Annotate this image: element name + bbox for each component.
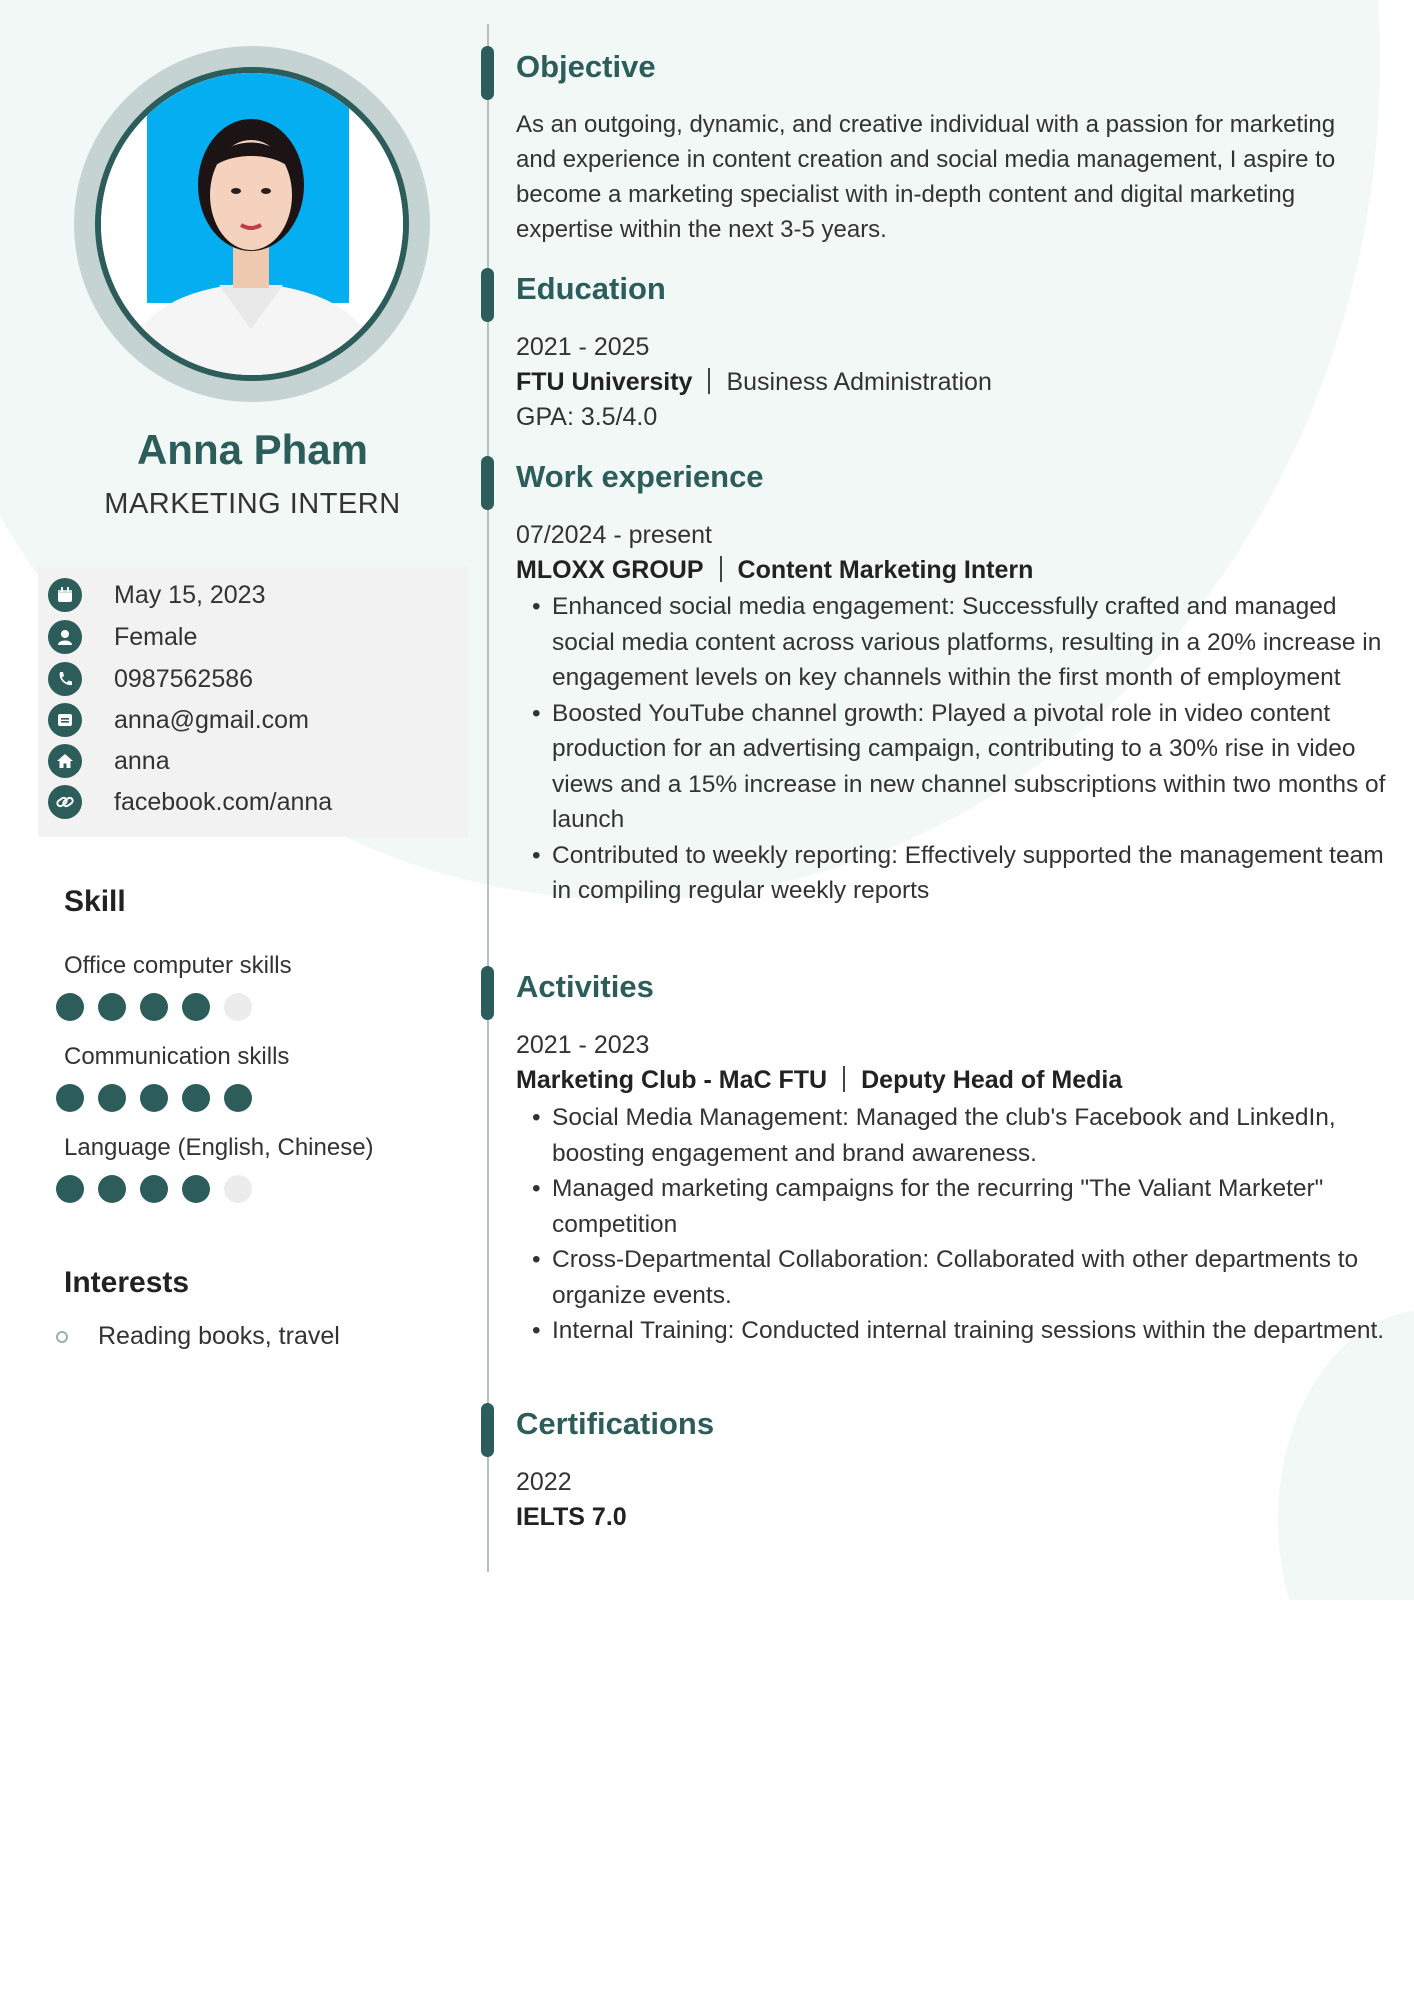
- certification-name: [516, 1503, 627, 1532]
- contact-email-text: anna@gmail.com: [114, 705, 309, 734]
- education-gpa: GPA: 3.5/4.0: [516, 403, 658, 431]
- profile-photo-frame: [74, 46, 430, 402]
- activities-period: 2021 - 2023: [516, 1031, 650, 1059]
- candidate-title: MARKETING INTERN: [104, 488, 401, 520]
- rating-dot-filled: [182, 1084, 210, 1112]
- contact-facebook[interactable]: [48, 784, 332, 820]
- section-marker: [481, 966, 494, 1020]
- email-icon: [48, 703, 82, 737]
- objective-text: As an outgoing, dynamic, and creative individual with a passion for marketing and experience in content creation and social media management, I aspire to become a marketing specialist with in-depth content and digital marketing expertise within the next 3-5 years.: [516, 111, 1336, 243]
- contact-address-text: anna: [114, 746, 170, 775]
- education-major: Business Administration: [726, 368, 992, 396]
- contact-email[interactable]: [48, 702, 309, 738]
- person-icon: [48, 620, 82, 654]
- certification-name-text: IELTS 7.0: [516, 1503, 627, 1531]
- rating-dot-empty: [224, 993, 252, 1021]
- skill-rating-communication: [56, 1084, 266, 1112]
- education-title: Education: [516, 271, 666, 306]
- section-marker: [481, 1403, 494, 1457]
- activities-org-line: [516, 1066, 1122, 1095]
- separator: [708, 368, 710, 394]
- calendar-icon: [48, 578, 82, 612]
- rating-dot-filled: [140, 1084, 168, 1112]
- activities-org: Marketing Club - MaC FTU: [516, 1066, 828, 1094]
- education-institution-line: [516, 368, 992, 397]
- rating-dot-filled: [182, 993, 210, 1021]
- contact-gender-text: Female: [114, 622, 198, 651]
- list-item: • Enhanced social media engagement: Successfully crafted and managed social media content across various platforms, resulting in a 20% increase in engagement levels on key channels within the first month of employment: [530, 589, 1390, 696]
- contact-address: [48, 743, 170, 779]
- certification-year: 2022: [516, 1468, 572, 1496]
- activities-position: Deputy Head of Media: [861, 1066, 1123, 1094]
- contact-birthday: [48, 577, 266, 613]
- portrait-image: [101, 73, 403, 375]
- profile-photo: [95, 67, 409, 381]
- skill-label-language: Language (English, Chinese): [64, 1134, 374, 1161]
- objective-title: Objective: [516, 49, 656, 84]
- phone-icon: [48, 662, 82, 696]
- rating-dot-filled: [98, 993, 126, 1021]
- rating-dot-filled: [56, 1175, 84, 1203]
- contact-phone-text: 0987562586: [114, 664, 254, 693]
- skill-rating-language: [56, 1175, 266, 1203]
- list-item: • Managed marketing campaigns for the recurring "The Valiant Marketer" competition: [530, 1171, 1390, 1242]
- rating-dot-filled: [56, 993, 84, 1021]
- section-marker: [481, 456, 494, 510]
- contact-gender: [48, 619, 197, 655]
- contact-facebook-text: facebook.com/anna: [114, 787, 333, 816]
- column-divider: [487, 24, 489, 1572]
- rating-dot-empty: [224, 1175, 252, 1203]
- work-period: 07/2024 - present: [516, 521, 712, 549]
- education-school: FTU University: [516, 368, 693, 396]
- contact-phone[interactable]: [48, 661, 253, 697]
- rating-dot-filled: [140, 1175, 168, 1203]
- skill-rating-office: [56, 993, 266, 1021]
- activities-bullets: [530, 1100, 1390, 1349]
- separator: [720, 556, 722, 582]
- circle-bullet-icon: [56, 1331, 68, 1343]
- contact-birthday-text: May 15, 2023: [114, 580, 266, 609]
- skill-label-office: Office computer skills: [64, 952, 292, 979]
- contact-info-box: [38, 567, 468, 837]
- list-item: • Social Media Management: Managed the club's Facebook and LinkedIn, boosting engagement and brand awareness.: [530, 1100, 1390, 1171]
- list-item: • Internal Training: Conducted internal training sessions within the department.: [530, 1313, 1390, 1349]
- work-position: Content Marketing Intern: [737, 556, 1034, 584]
- rating-dot-filled: [98, 1175, 126, 1203]
- rating-dot-filled: [224, 1084, 252, 1112]
- work-company: MLOXX GROUP: [516, 556, 704, 584]
- interest-text: Reading books, travel: [98, 1322, 340, 1350]
- work-company-line: [516, 556, 1033, 585]
- home-icon: [48, 744, 82, 778]
- candidate-name: Anna Pham: [136, 426, 369, 473]
- work-title: Work experience: [516, 459, 764, 494]
- interest-item: [56, 1322, 340, 1351]
- interests-heading: Interests: [64, 1266, 190, 1299]
- rating-dot-filled: [140, 993, 168, 1021]
- list-item: • Contributed to weekly reporting: Effectively supported the management team in compiling regular weekly reports: [530, 838, 1390, 909]
- skills-heading: Skill: [64, 885, 126, 918]
- skill-label-communication: Communication skills: [64, 1043, 290, 1070]
- rating-dot-filled: [56, 1084, 84, 1112]
- work-bullets: [530, 589, 1390, 909]
- list-item: • Cross-Departmental Collaboration: Collaborated with other departments to organize events.: [530, 1242, 1390, 1313]
- section-marker: [481, 268, 494, 322]
- education-period: 2021 - 2025: [516, 333, 650, 361]
- rating-dot-filled: [182, 1175, 210, 1203]
- activities-title: Activities: [516, 969, 654, 1004]
- list-item: • Boosted YouTube channel growth: Played a pivotal role in video content production for an advertising campaign, contributing to a 30% rise in video views and a 15% increase in new channel subscriptions within two months of launch: [530, 696, 1390, 838]
- link-icon: [48, 785, 82, 819]
- rating-dot-filled: [98, 1084, 126, 1112]
- separator: [843, 1066, 845, 1092]
- section-marker: [481, 46, 494, 100]
- certifications-title: Certifications: [516, 1406, 715, 1441]
